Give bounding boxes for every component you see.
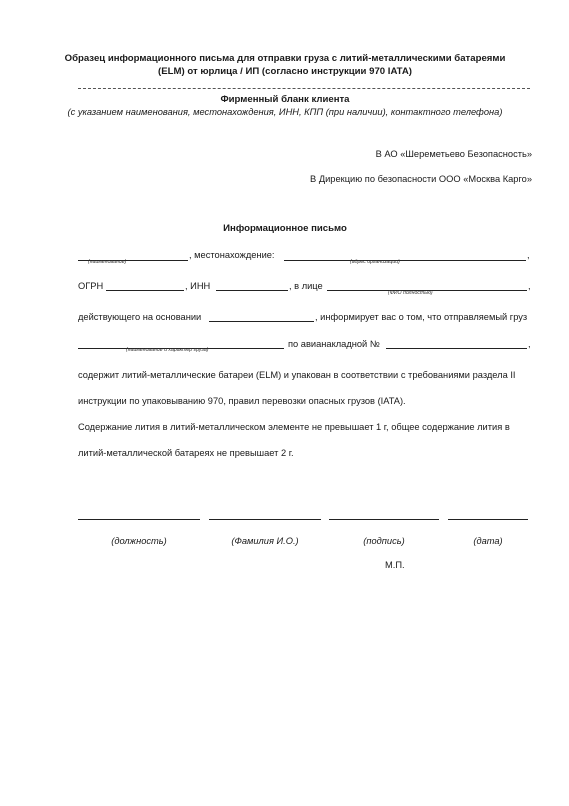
row1-comma: ,	[527, 250, 530, 260]
caption-name: (Фамилия И.О.)	[231, 536, 299, 546]
document-title-line1: Образец информационного письма для отправки груза с литий-металлическими батареями	[64, 53, 506, 64]
body-p2-line2: литий-металлической батареях не превышает 2 г.	[78, 448, 294, 458]
addressee-2: В Дирекцию по безопасности ООО «Москва Карго»	[310, 174, 532, 184]
person-label: , в лице	[289, 281, 323, 291]
sign-signature-line[interactable]	[329, 519, 439, 520]
organization-address-line[interactable]	[284, 260, 526, 261]
document-title-line2: (ELM) от юрлица / ИП (согласно инструкции 970 IATA)	[158, 66, 412, 77]
ogrn-label: ОГРН	[78, 281, 104, 291]
dashed-separator	[78, 88, 530, 89]
awb-number-line[interactable]	[386, 348, 527, 349]
date-signature-line[interactable]	[448, 519, 528, 520]
body-p2-line1: Содержание лития в литий-металлическом элементе не превышает 1 г, общее содержание лития в	[78, 422, 510, 432]
inn-label: , ИНН	[185, 281, 211, 291]
letter-title: Информационное письмо	[223, 223, 347, 234]
body-p1-line2: инструкции по упаковыванию 970, правил перевозки опасных грузов (IATA).	[78, 396, 406, 406]
position-signature-line[interactable]	[78, 519, 200, 520]
row2-comma: ,	[528, 281, 531, 291]
row4-comma: ,	[528, 339, 531, 349]
caption-position: (должность)	[111, 536, 167, 546]
caption-signature: (подпись)	[363, 536, 405, 546]
name-signature-line[interactable]	[209, 519, 321, 520]
location-label: , местонахождение:	[189, 250, 275, 260]
stamp-place: М.П.	[385, 560, 405, 570]
basis-label: действующего на основании	[78, 312, 202, 322]
caption-date: (дата)	[473, 536, 503, 546]
hint-organization-address: (адрес организации)	[350, 259, 400, 265]
ogrn-line[interactable]	[106, 290, 184, 291]
hint-cargo: (наименование и характер груза)	[126, 347, 209, 353]
inn-line[interactable]	[216, 290, 288, 291]
letterhead-note: (с указанием наименования, местонахождения, ИНН, КПП (при наличии), контактного телефона)	[67, 107, 503, 117]
basis-line[interactable]	[209, 321, 314, 322]
hint-organization-name: (наименование)	[88, 259, 127, 265]
letterhead-heading: Фирменный бланк клиента	[220, 94, 350, 105]
addressee-1: В АО «Шереметьево Безопасность»	[375, 149, 532, 159]
informs-text: , информирует вас о том, что отправляемый груз	[315, 312, 528, 322]
awb-label: по авианакладной №	[288, 339, 380, 349]
hint-fio: (ФИО полностью)	[388, 290, 433, 296]
body-p1-line1: содержит литий-металлические батареи (ELM) и упакован в соответствии с требованиями раздела II	[78, 370, 516, 380]
